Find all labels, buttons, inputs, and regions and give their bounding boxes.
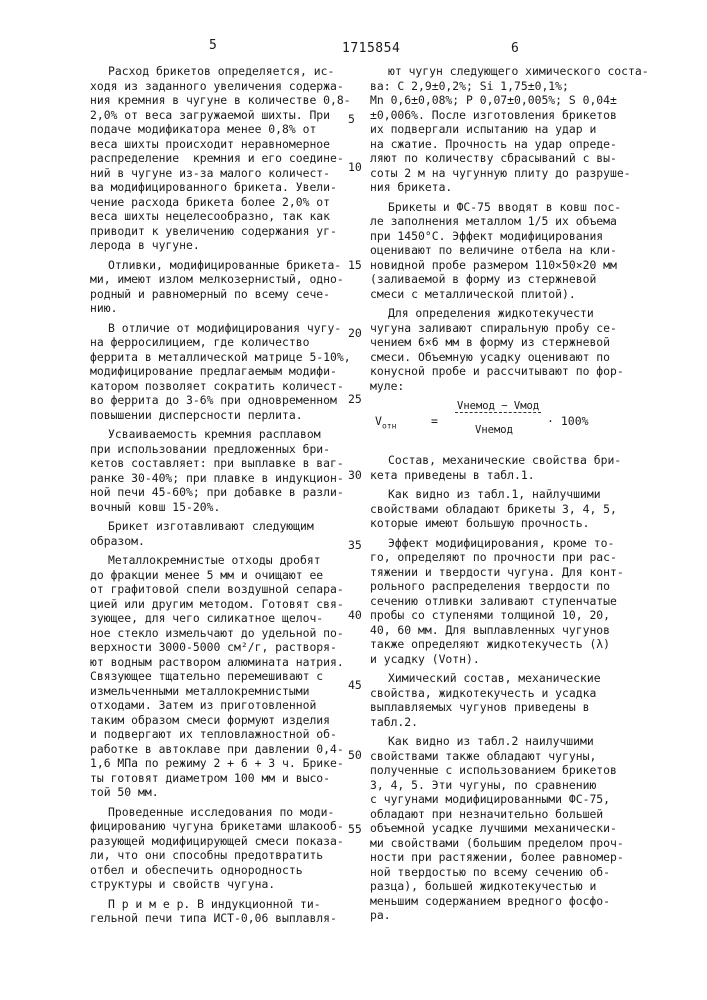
text-line: катором позволяет сократить количест-	[90, 379, 352, 394]
text-line: веса шихты нецелесообразно, так как	[90, 209, 352, 224]
text-line: Состав, механические свойства бри-	[370, 453, 632, 468]
paragraph	[370, 734, 632, 923]
paragraph	[370, 64, 632, 195]
formula-denominator: Vнемод	[475, 424, 513, 436]
paragraph	[370, 536, 632, 667]
text-line: на ферросилицием, где количество	[90, 335, 352, 350]
text-line: ва модифицированного брикета. Увели-	[90, 180, 352, 195]
text-line: чугуна заливают спиральную пробу се-	[370, 321, 632, 336]
line-number: 10	[348, 160, 362, 174]
text-line: 40, 60 мм. Для выплавленных чугунов	[370, 623, 632, 638]
text-line: свойства, жидкотекучесть и усадка	[370, 686, 632, 701]
text-line: фицированию чугуна брикетами шлакооб-	[90, 819, 352, 834]
text-line: нию.	[90, 301, 352, 316]
text-line: таким образом смеси формуют изделия	[90, 713, 352, 728]
text-line: 1,6 МПа по режиму 2 + 6 + 3 ч. Брике-	[90, 756, 352, 771]
text-line: соты 2 м на чугунную плиту до разруше-	[370, 166, 632, 181]
text-line: Как видно из табл.2 наилучшими	[370, 734, 632, 749]
text-line: разца), большей жидкотекучестью и	[370, 879, 632, 894]
paragraph	[370, 487, 632, 531]
text-line: Химический состав, механические	[370, 671, 632, 686]
text-line: также определяют жидкотекучесть (λ)	[370, 637, 632, 652]
text-line: работке в автоклаве при давлении 0,4-	[90, 742, 352, 757]
line-number: 50	[348, 748, 362, 762]
paragraph	[90, 805, 352, 892]
line-number: 45	[348, 678, 362, 692]
text-line: приводит к увеличению содержания уг-	[90, 224, 352, 239]
left-column	[90, 64, 352, 931]
text-line: отбел и обеспечить однородность	[90, 863, 352, 878]
text-line: с чугунами модифицированными ФС-75,	[370, 792, 632, 807]
text-line: рольного распределения твердости по	[370, 579, 632, 594]
text-line: 2,0% от веса загружаемой шихты. При	[90, 108, 352, 123]
text-line: лерода в чугуне.	[90, 238, 352, 253]
paragraph	[90, 64, 352, 253]
text-line: модифицирование предлагаемым модифи-	[90, 364, 352, 379]
text-line: муле:	[370, 379, 632, 394]
paragraph	[90, 427, 352, 514]
text-line: Брикеты и ФС-75 вводят в ковш пос-	[370, 200, 632, 215]
paragraph	[90, 897, 352, 926]
text-line: Связующее тщательно перемешивают с	[90, 669, 352, 684]
text-line: на сжатие. Прочность на удар опреде-	[370, 137, 632, 152]
text-line: ния кремния в чугуне в количестве 0,8-	[90, 93, 352, 108]
text-line: ной твердостью по всему сечению об-	[370, 865, 632, 880]
formula-lhs	[375, 414, 396, 430]
page-number-right: 6	[511, 41, 519, 56]
text-line: гельной печи типа ИСТ-0,06 выплавля-	[90, 911, 352, 926]
text-line: выплавляемых чугунов приведены в	[370, 700, 632, 715]
paragraph	[370, 306, 632, 393]
text-line: вочный ковш 15-20%.	[90, 500, 352, 515]
text-line: ли, что они способны предотвратить	[90, 848, 352, 863]
text-line: и усадку (Vотн).	[370, 652, 632, 667]
text-line: П р и м е р. В индукционной ти-	[90, 897, 352, 912]
paragraph	[370, 671, 632, 729]
text-line: во феррита до 3-6% при одновременном	[90, 393, 352, 408]
text-line: отходами. Затем из приготовленной	[90, 698, 352, 713]
patent-number: 1715854	[342, 41, 400, 56]
text-line: (заливаемой в форму из стержневой	[370, 272, 632, 287]
text-line: Металлокремнистые отходы дробят	[90, 553, 352, 568]
text-line: подаче модификатора менее 0,8% от	[90, 122, 352, 137]
formula-lhs-symbol: V	[375, 414, 382, 428]
line-number: 35	[348, 538, 362, 552]
text-line: объемной усадке лучшими механически-	[370, 821, 632, 836]
text-line: цией или другим методом. Готовят свя-	[90, 597, 352, 612]
right-column-top	[370, 64, 632, 398]
text-line: которые имеют большую прочность.	[370, 516, 632, 531]
line-number: 55	[348, 822, 362, 836]
line-number: 25	[348, 392, 362, 406]
text-line: свойствами обладают брикеты 3, 4, 5,	[370, 502, 632, 517]
text-line: ний в чугуне из-за малого количест-	[90, 166, 352, 181]
text-line: верхности 3000-5000 см²/г, растворя-	[90, 640, 352, 655]
text-line: ляют по количеству сбрасываний с вы-	[370, 151, 632, 166]
text-line: при использовании предложенных бри-	[90, 442, 352, 457]
right-column-bottom	[370, 453, 632, 928]
text-line: феррита в металлической матрице 5-10%,	[90, 350, 352, 365]
text-line: чением 6×6 мм в форму из стержневой	[370, 335, 632, 350]
text-line: ной печи 45-60%; при добавке в разли-	[90, 485, 352, 500]
text-line: родный и равномерный по всему сече-	[90, 287, 352, 302]
text-line: сечению отливки заливают ступенчатые	[370, 594, 632, 609]
line-number: 5	[348, 112, 355, 126]
text-line: Отливки, модифицированные брикета-	[90, 258, 352, 273]
text-line: и подвергают их тепловлажностной об-	[90, 727, 352, 742]
line-number: 30	[348, 468, 362, 482]
text-line: измельченными металлокремнистыми	[90, 684, 352, 699]
text-line: го, определяют по прочности при рас-	[370, 550, 632, 565]
text-line: смеси. Объемную усадку оценивают по	[370, 350, 632, 365]
text-line: до фракции менее 5 мм и очищают ее	[90, 568, 352, 583]
text-line: табл.2.	[370, 715, 632, 730]
text-line: той 50 мм.	[90, 785, 352, 800]
text-line: Расход брикетов определяется, ис-	[90, 64, 352, 79]
text-line: меньшим содержанием вредного фосфо-	[370, 894, 632, 909]
formula-numerator: Vнемод − Vмод	[455, 400, 541, 413]
text-line: Усваиваемость кремния расплавом	[90, 427, 352, 442]
paragraph	[90, 553, 352, 800]
text-line: ранке 30-40%; при плавке в индукцион-	[90, 471, 352, 486]
text-line: повышении дисперсности перлита.	[90, 408, 352, 423]
text-line: оценивают по величине отбела на кли-	[370, 243, 632, 258]
text-line: тяжении и твердости чугуна. Для конт-	[370, 565, 632, 580]
text-line: чение расхода брикета более 2,0% от	[90, 195, 352, 210]
text-line: зующее, для чего силикатное щелоч-	[90, 611, 352, 626]
paragraph	[90, 258, 352, 316]
text-line: пробы со ступенями толщиной 10, 20,	[370, 608, 632, 623]
text-line: Брикет изготавливают следующим	[90, 519, 352, 534]
text-line: В отличие от модифицирования чугу-	[90, 321, 352, 336]
text-line: ты готовят диаметром 100 мм и высо-	[90, 771, 352, 786]
paragraph	[90, 321, 352, 423]
text-line: ми свойствами (большим пределом проч-	[370, 836, 632, 851]
text-line: ное стекло измельчают до удельной по-	[90, 626, 352, 641]
text-line: ют чугун следующего химического соста-	[370, 64, 632, 79]
line-number: 20	[348, 326, 362, 340]
text-line: Эффект модифицирования, кроме то-	[370, 536, 632, 551]
shrinkage-formula	[375, 400, 635, 448]
text-line: ности при растяжении, более равномер-	[370, 850, 632, 865]
text-line: ле заполнения металлом 1/5 их объема	[370, 214, 632, 229]
text-line: структуры и свойств чугуна.	[90, 877, 352, 892]
line-number: 15	[348, 258, 362, 272]
text-line: свойствами также обладают чугуны,	[370, 749, 632, 764]
text-line: полученные с использованием брикетов	[370, 763, 632, 778]
text-line: Как видно из табл.1, найлучшими	[370, 487, 632, 502]
line-number: 40	[348, 608, 362, 622]
text-line: веса шихты происходит неравномерное	[90, 137, 352, 152]
text-line: ходя из заданного увеличения содержа-	[90, 79, 352, 94]
text-line: ют водным раствором алюмината натрия.	[90, 655, 352, 670]
paragraph	[370, 453, 632, 482]
text-line: конусной пробе и рассчитывают по фор-	[370, 364, 632, 379]
text-line: смеси с металлической плитой).	[370, 287, 632, 302]
text-line: Mn 0,6±0,08%; P 0,07±0,005%; S 0,04±	[370, 93, 632, 108]
text-line: Для определения жидкотекучести	[370, 306, 632, 321]
page-number-left: 5	[209, 38, 217, 53]
paragraph	[90, 519, 352, 548]
text-line: от графитовой спели воздушной сепара-	[90, 582, 352, 597]
text-line: ра.	[370, 908, 632, 923]
formula-equals: =	[431, 414, 438, 428]
text-line: ми, имеют излом мелкозернистый, одно-	[90, 272, 352, 287]
text-line: кетов составляет: при выплавке в ваг-	[90, 456, 352, 471]
text-line: кета приведены в табл.1.	[370, 468, 632, 483]
text-line: новидной пробе размером 110×50×20 мм	[370, 258, 632, 273]
text-line: ния брикета.	[370, 180, 632, 195]
text-line: распределение кремния и его соедине-	[90, 151, 352, 166]
formula-lhs-subscript: отн	[382, 421, 396, 430]
text-line: 3, 4, 5. Эти чугуны, по сравнению	[370, 778, 632, 793]
text-line: их подвергали испытанию на удар и	[370, 122, 632, 137]
formula-multiplier: · 100%	[547, 414, 589, 428]
text-line: разующей модифицирующей смеси показа-	[90, 834, 352, 849]
text-line: обладают при незначительно большей	[370, 807, 632, 822]
text-line: при 1450°С. Эффект модифицирования	[370, 229, 632, 244]
paragraph	[370, 200, 632, 302]
text-line: Проведенные исследования по моди-	[90, 805, 352, 820]
text-line: ±0,006%. После изготовления брикетов	[370, 108, 632, 123]
text-line: образом.	[90, 534, 352, 549]
text-line: ва: C 2,9±0,2%; Si 1,75±0,1%;	[370, 79, 632, 94]
